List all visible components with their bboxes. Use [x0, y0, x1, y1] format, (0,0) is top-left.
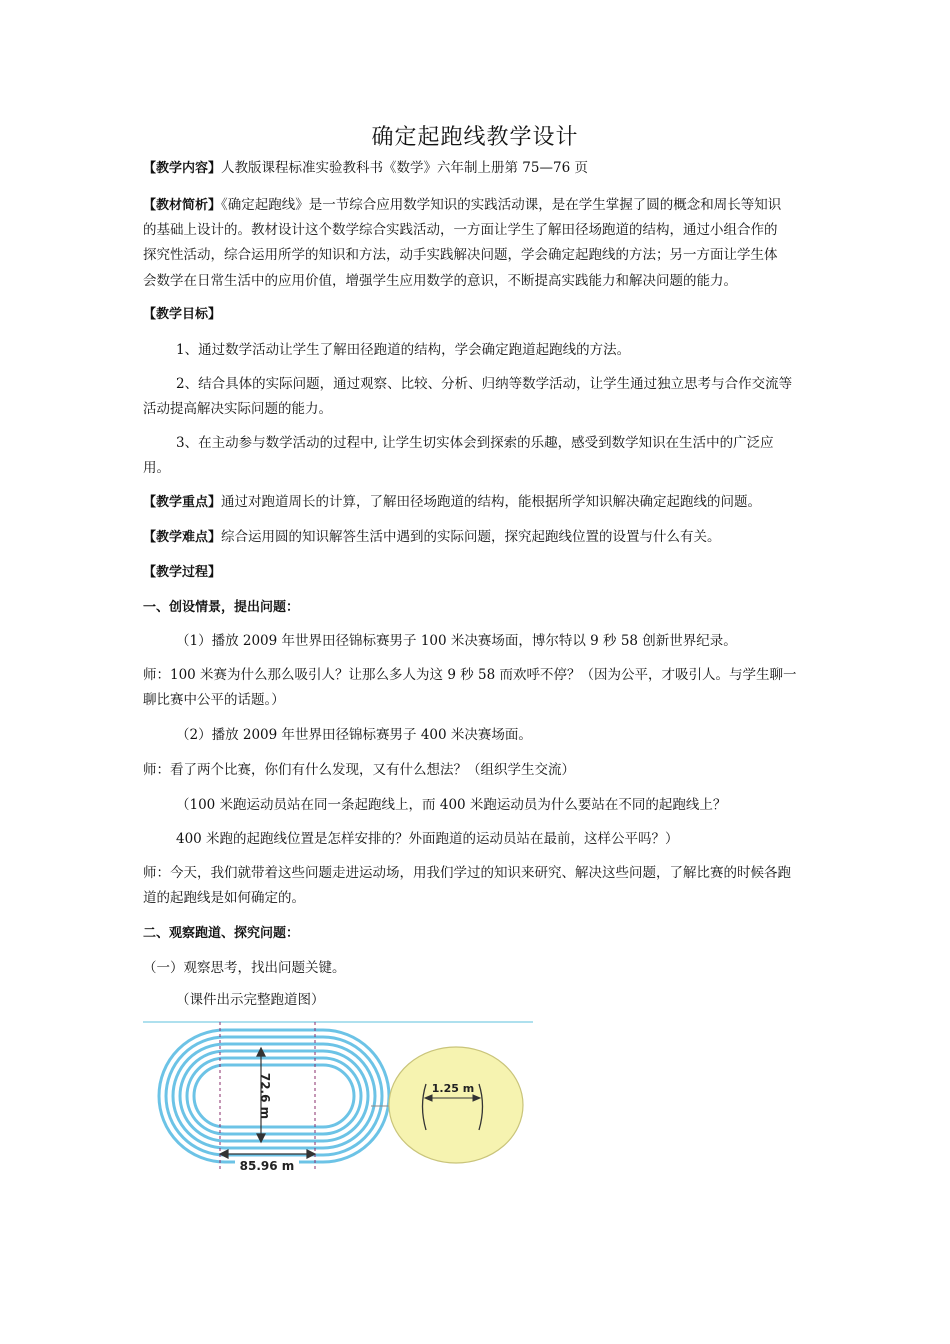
width-arrow — [220, 1150, 315, 1158]
teacher-line-3b: 道的起跑线是如何确定的。 — [143, 890, 305, 906]
analysis-line-2: 的基础上设计的。教材设计这个数学综合实践活动，一方面让学生了解田径场跑道的结构，通过小组合作的 — [143, 222, 778, 238]
teaching-content-label: 【教学内容】 — [143, 161, 222, 176]
height-label: 72.6 m — [258, 1072, 272, 1120]
process-p2: （2）播放 2009 年世界田径锦标赛男子 400 米决赛场面。 — [176, 727, 532, 743]
sub-heading-1: （一）观察思考，找出问题关键。 — [143, 960, 346, 976]
key-point-line — [143, 489, 813, 516]
question-line-1: （100 米跑运动员站在同一条起跑线上，而 400 米跑运动员为什么要站在不同的起跑线上？ — [176, 797, 727, 813]
teacher-line-1a: 师：100 米赛为什么那么吸引人？让那么多人为这 9 秒 58 而欢呼不停？（因为公平，才吸引人。与学生聊一 — [143, 667, 797, 683]
width-label: 85.96 m — [239, 1159, 295, 1173]
running-track — [159, 1030, 389, 1162]
analysis-text-1: 《确定起跑线》是一节综合应用数学知识的实践活动课，是在学生掌握了圆的概念和周长等知识 — [221, 197, 782, 213]
question-line-2: 400 米跑的起跑线位置是怎样安排的？外面跑道的运动员站在最前，这样公平吗？） — [176, 831, 679, 847]
teaching-content-text: 人教版课程标准实验教科书《数学》六年制上册第 75—76 页 — [221, 160, 588, 176]
difficulty-text: 综合运用圆的知识解答生活中遇到的实际问题，探究起跑线位置的设置与什么有关。 — [221, 529, 721, 545]
goal-item-2-line-2: 活动提高解决实际问题的能力。 — [143, 401, 332, 417]
key-point-label: 【教学重点】 — [143, 495, 222, 510]
teacher-line-3a: 师：今天，我们就带着这些问题走进运动场，用我们学过的知识来研究、解决这些问题，了解比赛的时候各跑 — [143, 865, 791, 881]
goal-item-2-line-1: 2、结合具体的实际问题，通过观察、比较、分析、归纳等数学活动，让学生通过独立思考与合作交流等 — [176, 376, 793, 392]
process-p1: （1）播放 2009 年世界田径锦标赛男子 100 米决赛场面，博尔特以 9 秒 58 创新世界纪录。 — [176, 633, 737, 649]
part1-heading: 一、创设情景，提出问题： — [143, 600, 300, 615]
analysis-line-4: 会数学在日常生活中的应用价值，增强学生应用数学的意识，不断提高实践能力和解决问题的能力。 — [143, 273, 737, 289]
analysis-line-3: 探究性活动，综合运用所学的知识和方法，动手实践解决问题，学会确定起跑线的方法；另一方面让学生体 — [143, 247, 778, 263]
courseware-note: （课件出示完整跑道图） — [176, 992, 325, 1008]
analysis-line-1 — [143, 192, 813, 219]
teacher-line-1b: 聊比赛中公平的话题。） — [143, 692, 285, 708]
difficulty-line — [143, 524, 813, 551]
teacher-line-2: 师：看了两个比赛，你们有什么发现，又有什么想法？（组织学生交流） — [143, 762, 575, 778]
key-point-text: 通过对跑道周长的计算，了解田径场跑道的结构，能根据所学知识解决确定起跑线的问题。 — [221, 494, 762, 510]
goal-item-3-line-2: 用。 — [143, 460, 170, 476]
process-label: 【教学过程】 — [143, 565, 222, 580]
document-title: 确定起跑线教学设计 — [371, 125, 579, 150]
difficulty-label: 【教学难点】 — [143, 530, 222, 545]
lane-width-callout — [389, 1047, 523, 1163]
part2-heading: 二、观察跑道、探究问题： — [143, 926, 300, 941]
goals-label: 【教学目标】 — [143, 307, 222, 322]
goal-item-1: 1、通过数学活动让学生了解田径跑道的结构，学会确定跑道起跑线的方法。 — [176, 342, 631, 358]
track-diagram — [143, 1018, 533, 1174]
analysis-label: 【教材简析】 — [143, 198, 222, 213]
teaching-content-line — [143, 155, 813, 182]
goal-item-3-line-1: 3、在主动参与数学活动的过程中, 让学生切实体会到探索的乐趣，感受到数学知识在生活中的广泛应 — [176, 435, 774, 451]
lane-width-label: 1.25 m — [431, 1082, 475, 1095]
